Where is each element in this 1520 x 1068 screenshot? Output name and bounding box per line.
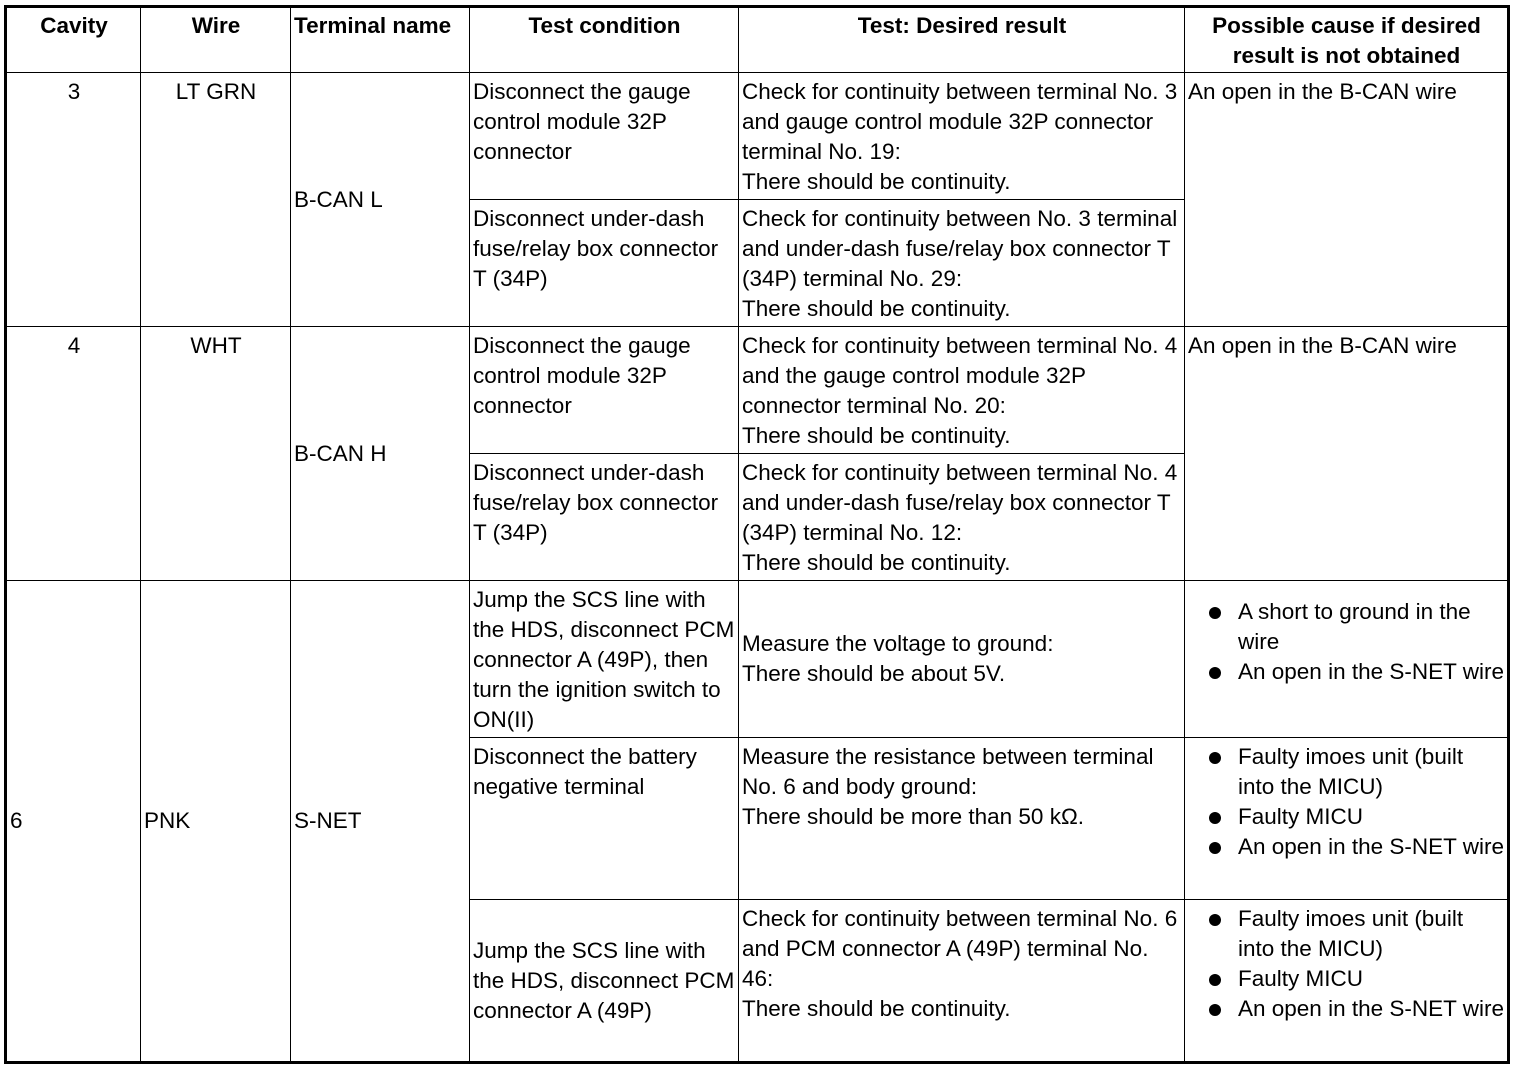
cause-cell — [1185, 900, 1508, 1062]
condition-cell: Jump the SCS line with the HDS, disconnect PCM connector A (49P) — [470, 900, 739, 1062]
table-row — [7, 581, 1508, 738]
result-cell — [739, 454, 1185, 581]
wire-cell: LT GRN — [141, 73, 291, 327]
header-cavity: Cavity — [7, 8, 141, 73]
cause-cell — [1185, 738, 1508, 900]
cavity-cell: 4 — [7, 327, 141, 581]
result-cell: Measure the voltage to ground: There should be about 5V. — [739, 581, 1185, 738]
result-note: There should be continuity. — [742, 296, 1011, 321]
result-text: Check for continuity between terminal No. 3 and gauge control module 32P connector terminal No. 19: — [742, 79, 1178, 164]
header-test-condition: Test condition — [470, 8, 739, 73]
result-note: There should be continuity. — [742, 550, 1011, 575]
cavity-cell: 3 — [7, 73, 141, 327]
cause-cell: An open in the B-CAN wire — [1185, 73, 1508, 327]
header-terminal-name: Terminal name — [291, 8, 470, 73]
result-note: There should be continuity. — [742, 169, 1011, 194]
table-row — [7, 73, 1508, 200]
condition-cell: Jump the SCS line with the HDS, disconnect PCM connector A (49P), then turn the ignition switch to ON(II) — [470, 581, 739, 738]
list-item: An open in the S-NET wire — [1188, 994, 1505, 1024]
terminal-cell: S-NET — [291, 581, 470, 1062]
test-table — [6, 7, 1508, 1062]
list-item: An open in the S-NET wire — [1188, 657, 1505, 687]
header-desired-result: Test: Desired result — [739, 8, 1185, 73]
list-item: Faulty MICU — [1188, 802, 1505, 832]
result-cell — [739, 200, 1185, 327]
cavity-cell: 6 — [7, 581, 141, 1062]
result-text: Check for continuity between terminal No. 4 and the gauge control module 32P connector terminal No. 20: — [742, 333, 1178, 418]
list-item: Faulty MICU — [1188, 964, 1505, 994]
result-text: Check for continuity between terminal No. 4 and under-dash fuse/relay box connector T (34P) terminal No. 12: — [742, 460, 1178, 545]
list-item: Faulty imoes unit (built into the MICU) — [1188, 904, 1505, 964]
terminal-cell: B-CAN L — [291, 73, 470, 327]
header-wire: Wire — [141, 8, 291, 73]
header-possible-cause: Possible cause if desired result is not obtained — [1185, 8, 1508, 73]
list-item: A short to ground in the wire — [1188, 597, 1505, 657]
table-row — [7, 327, 1508, 454]
list-item: An open in the S-NET wire — [1188, 832, 1505, 862]
condition-cell: Disconnect the gauge control module 32P connector — [470, 73, 739, 200]
cause-cell — [1185, 581, 1508, 738]
condition-cell: Disconnect the gauge control module 32P connector — [470, 327, 739, 454]
list-item: Faulty imoes unit (built into the MICU) — [1188, 742, 1505, 802]
condition-cell: Disconnect under-dash fuse/relay box connector T (34P) — [470, 200, 739, 327]
terminal-cell: B-CAN H — [291, 327, 470, 581]
cause-cell: An open in the B-CAN wire — [1185, 327, 1508, 581]
result-cell — [739, 327, 1185, 454]
condition-cell: Disconnect under-dash fuse/relay box connector T (34P) — [470, 454, 739, 581]
condition-cell: Disconnect the battery negative terminal — [470, 738, 739, 900]
wire-cell: PNK — [141, 581, 291, 1062]
cause-list — [1188, 904, 1505, 1024]
result-note: There should be continuity. — [742, 423, 1011, 448]
cause-list — [1188, 597, 1505, 687]
result-cell — [739, 73, 1185, 200]
wire-cell: WHT — [141, 327, 291, 581]
result-cell: Measure the resistance between terminal No. 6 and body ground: There should be more than 50 kΩ. — [739, 738, 1185, 900]
header-row — [7, 8, 1508, 73]
result-cell: Check for continuity between terminal No. 6 and PCM connector A (49P) terminal No. 46: There should be continuity. — [739, 900, 1185, 1062]
result-text: Check for continuity between No. 3 terminal and under-dash fuse/relay box connector T (34P) terminal No. 29: — [742, 206, 1178, 291]
cause-list — [1188, 742, 1505, 862]
